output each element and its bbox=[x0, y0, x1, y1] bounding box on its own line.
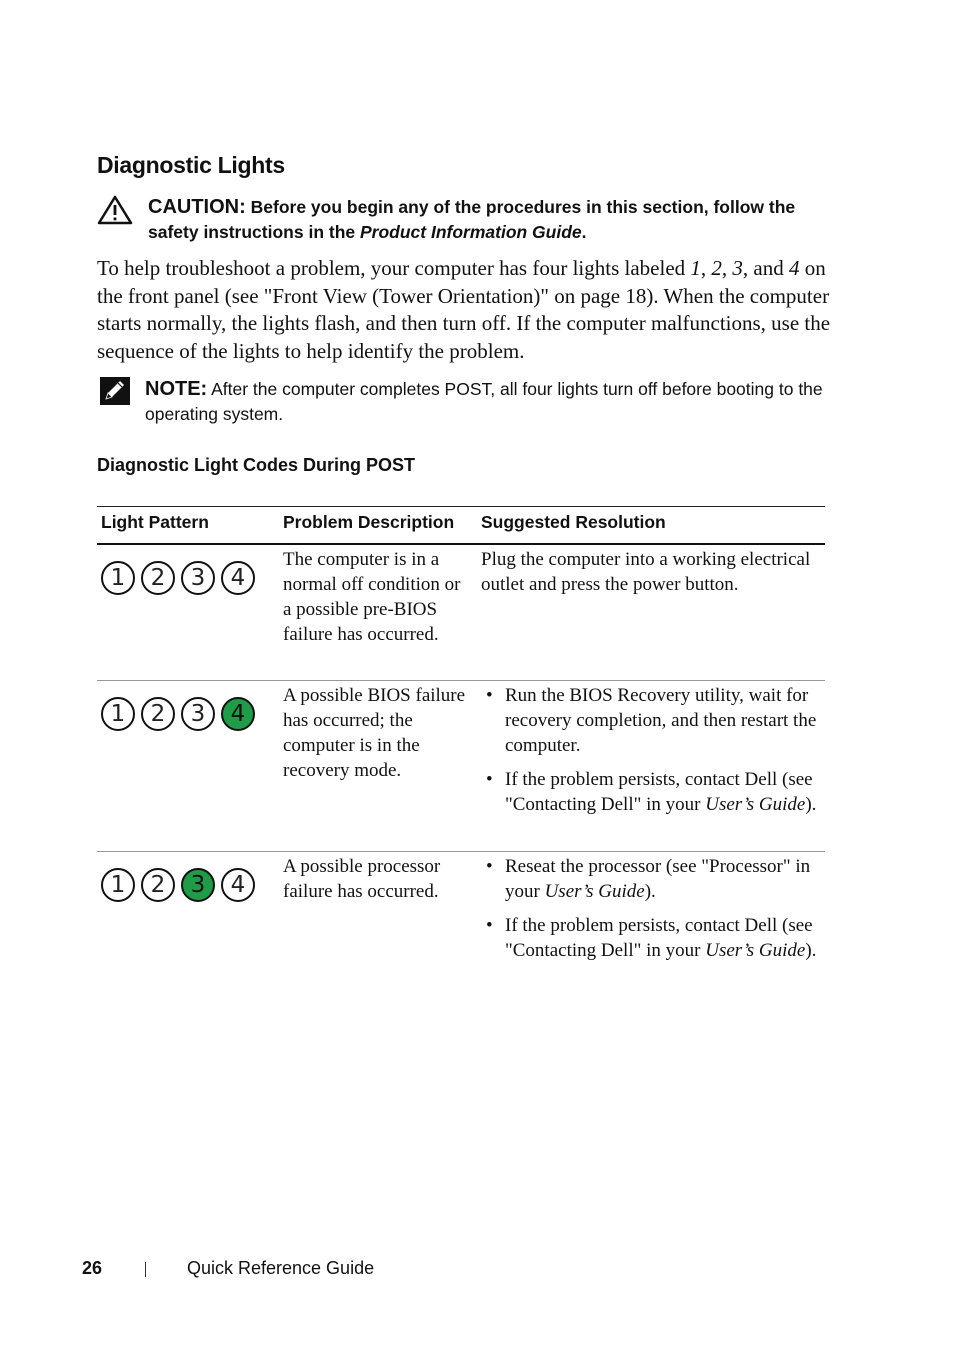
diagnostic-light-2-off: 2 bbox=[141, 561, 175, 595]
footer-divider bbox=[145, 1262, 146, 1277]
diagnostic-light-4-off: 4 bbox=[221, 561, 255, 595]
light-pattern bbox=[101, 561, 271, 597]
suggested-resolution: Plug the computer into a working electrical outlet and press the power button. bbox=[481, 549, 811, 595]
problem-description: The computer is in a normal off condition or a possible pre-BIOS failure has occurred. bbox=[283, 549, 461, 645]
caution-text bbox=[148, 195, 828, 245]
resolution-bullet: • If the problem persists, contact Dell (see "Contacting Dell" in your User’s Guide). bbox=[486, 769, 817, 815]
table-row bbox=[97, 545, 825, 681]
problem-description: A possible processor failure has occurred. bbox=[283, 856, 441, 902]
bullet-end: ). bbox=[805, 940, 817, 961]
diagnostic-light-3-off: 3 bbox=[181, 561, 215, 595]
section-heading: Diagnostic Lights bbox=[97, 152, 285, 178]
pencil-note-icon bbox=[100, 377, 130, 405]
light-pattern bbox=[101, 868, 271, 904]
note-label: NOTE: bbox=[145, 378, 208, 400]
diagnostic-light-3-on: 3 bbox=[181, 868, 215, 902]
bullet-text: If the problem persists, contact Dell (see "Contacting Dell" in your bbox=[505, 915, 813, 961]
caution-guide-title: Product Information Guide bbox=[359, 222, 582, 242]
suggested-resolution bbox=[481, 683, 821, 826]
page-number: 26 bbox=[82, 1258, 103, 1278]
suggested-resolution bbox=[481, 854, 821, 972]
intro-light-label: 1 bbox=[690, 256, 701, 280]
diagnostic-light-1-off: 1 bbox=[101, 868, 135, 902]
intro-text: , and bbox=[742, 256, 789, 280]
diagnostic-light-1-off: 1 bbox=[101, 561, 135, 595]
bullet-text: Reseat the processor (see "Processor" in your bbox=[505, 856, 811, 902]
intro-paragraph bbox=[97, 255, 832, 365]
diagnostic-codes-table bbox=[97, 506, 825, 1002]
caution-body: Before you begin any of the procedures in this section, follow the safety instructions in the bbox=[148, 197, 796, 242]
intro-light-label: 2 bbox=[711, 256, 722, 280]
bullet-guide-title: User’s Guide bbox=[705, 794, 806, 815]
resolution-bullet: • If the problem persists, contact Dell (see "Contacting Dell" in your User’s Guide). bbox=[486, 915, 817, 961]
resolution-bullet: • Reseat the processor (see "Processor" in your User’s Guide). bbox=[486, 856, 811, 902]
table-title: Diagnostic Light Codes During POST bbox=[97, 455, 416, 475]
header-light-pattern: Light Pattern bbox=[101, 512, 209, 532]
bullet-text: If the problem persists, contact Dell (see "Contacting Dell" in your bbox=[505, 769, 813, 815]
intro-text: on the front panel (see "Front View (Tower Orientation)" on page 18). When the computer starts normally, the lights flash, and then turn off. If the computer malfunctions, use the sequence of the lights to help identify the problem. bbox=[97, 256, 831, 363]
light-pattern bbox=[101, 697, 271, 733]
table-header bbox=[97, 506, 825, 545]
note-body: After the computer completes POST, all four lights turn off before booting to the operating system. bbox=[145, 379, 823, 424]
note-text bbox=[145, 377, 835, 427]
caution-label: CAUTION: bbox=[148, 196, 246, 218]
table-row bbox=[97, 681, 825, 852]
header-problem-description: Problem Description bbox=[283, 512, 455, 532]
intro-light-label: 4 bbox=[788, 256, 800, 280]
diagnostic-light-4-off: 4 bbox=[221, 868, 255, 902]
bullet-end: ). bbox=[644, 881, 656, 902]
warning-triangle-icon bbox=[97, 195, 133, 225]
table-row bbox=[97, 852, 825, 1002]
bullet-guide-title: User’s Guide bbox=[544, 881, 645, 902]
caution-end: . bbox=[581, 222, 587, 242]
intro-text: To help troubleshoot a problem, your computer has four lights labeled bbox=[97, 256, 691, 280]
diagnostic-light-2-off: 2 bbox=[141, 697, 175, 731]
bullet-guide-title: User’s Guide bbox=[705, 940, 806, 961]
diagnostic-light-1-off: 1 bbox=[101, 697, 135, 731]
bullet-end: ). bbox=[805, 794, 817, 815]
problem-description: A possible BIOS failure has occurred; the computer is in the recovery mode. bbox=[283, 685, 466, 781]
resolution-bullet: • Run the BIOS Recovery utility, wait for recovery completion, and then restart the computer. bbox=[486, 685, 817, 756]
footer-title: Quick Reference Guide bbox=[187, 1258, 375, 1278]
diagnostic-light-4-on: 4 bbox=[221, 697, 255, 731]
intro-light-label: 3 bbox=[732, 256, 743, 280]
diagnostic-light-3-off: 3 bbox=[181, 697, 215, 731]
bullet-text: Run the BIOS Recovery utility, wait for recovery completion, and then restart the computer. bbox=[505, 685, 817, 756]
header-suggested-resolution: Suggested Resolution bbox=[481, 512, 666, 532]
intro-text: , bbox=[721, 256, 733, 280]
intro-text: , bbox=[700, 256, 712, 280]
diagnostic-light-2-off: 2 bbox=[141, 868, 175, 902]
